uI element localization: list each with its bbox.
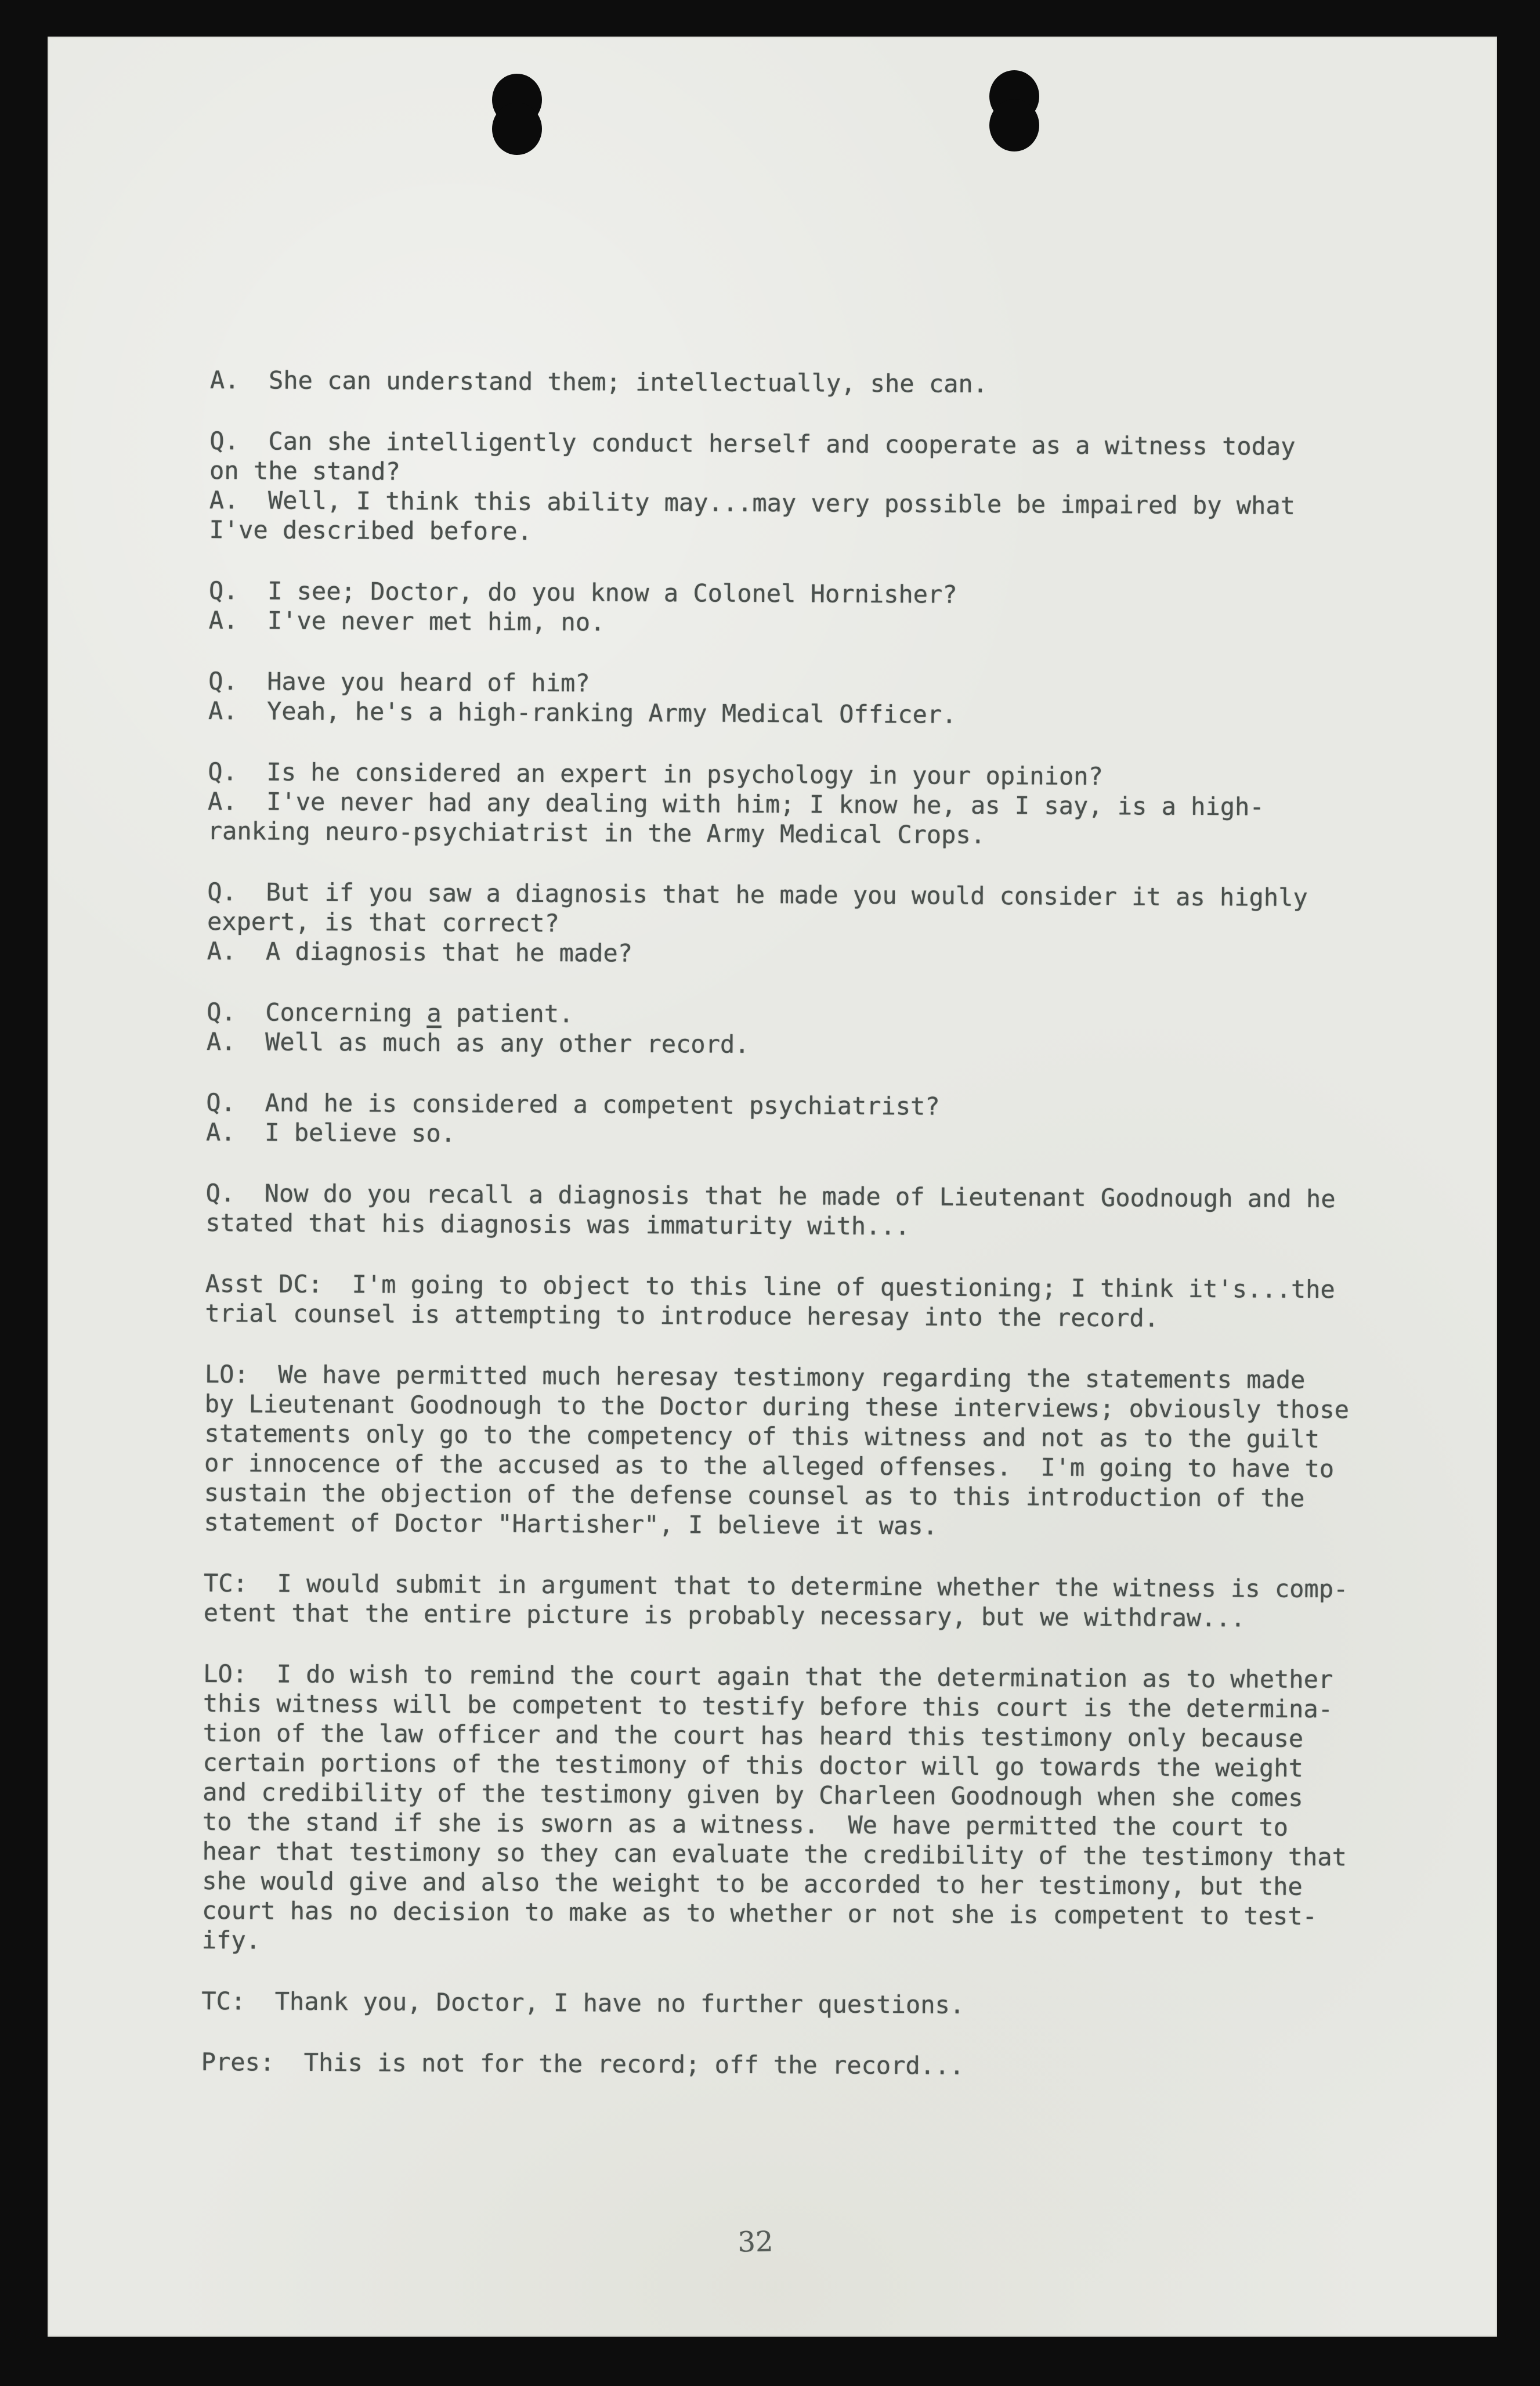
transcript-paragraph <box>205 1178 1396 1244</box>
transcript-line: tion of the law officer and the court has heard this testimony only because <box>203 1718 1304 1753</box>
document-page <box>48 37 1497 2337</box>
transcript-line: statement of Doctor "Hartisher", I believe it was. <box>204 1507 938 1540</box>
transcript-line: hear that testimony so they can evaluate the credibility of the testimony that <box>202 1836 1347 1872</box>
transcript-line: Q. Have you heard of him? <box>208 666 590 698</box>
transcript-paragraph <box>208 757 1398 852</box>
transcript-line: Q. Can she intelligently conduct herself and cooperate as a witness today <box>209 426 1296 461</box>
transcript-paragraph <box>207 997 1397 1063</box>
transcript-line: TC: I would submit in argument that to determine whether the witness is comp- <box>203 1568 1349 1604</box>
transcript-line: certain portions of the testimony of this doctor will go towards the weight <box>203 1748 1304 1782</box>
transcript-line: statements only go to the competency of this witness and not as to the guilt <box>204 1418 1320 1454</box>
transcript-line: Q. But if you saw a diagnosis that he made you would consider it as highly <box>207 877 1308 912</box>
transcript-line: A. I believe so. <box>205 1117 456 1148</box>
transcript-paragraph <box>210 365 1400 401</box>
transcript-paragraph <box>207 877 1397 972</box>
transcript-line: A. I've never met him, no. <box>208 605 605 637</box>
transcript-paragraph <box>209 576 1399 641</box>
transcript-line: I've described before. <box>209 515 532 546</box>
transcript-paragraph <box>202 1659 1393 1961</box>
transcript-line: expert, is that correct? <box>207 907 560 938</box>
transcript-paragraph <box>201 1986 1391 2022</box>
transcript-line: on the stand? <box>209 456 400 486</box>
transcript-line: or innocence of the accused as to the alleged offenses. I'm going to have to <box>204 1448 1335 1483</box>
transcript-line: A. Yeah, he's a high-ranking Army Medical Officer. <box>208 696 957 729</box>
transcript-paragraph <box>201 2047 1391 2083</box>
transcript-line: Q. Now do you recall a diagnosis that he made of Lieutenant Goodnough and he <box>205 1178 1336 1214</box>
transcript-line: ify. <box>201 1925 261 1955</box>
transcript-line: A. She can understand them; intellectually, she can. <box>209 365 988 399</box>
transcript-line: A. I've never had any dealing with him; I know he, as I say, is a high- <box>207 786 1264 821</box>
transcript-paragraph <box>206 1088 1396 1153</box>
transcript-line: Pres: This is not for the record; off the record... <box>201 2047 964 2080</box>
transcript-paragraph <box>204 1568 1394 1634</box>
transcript-text <box>201 37 1401 2114</box>
transcript-line: court has no decision to make as to whether or not she is competent to test- <box>201 1896 1317 1931</box>
transcript-line: trial counsel is attempting to introduce heresay into the record. <box>205 1298 1159 1333</box>
transcript-line: by Lieutenant Goodnough to the Doctor during these interviews; obviously those <box>204 1389 1350 1424</box>
transcript-line: and credibility of the testimony given by Charleen Goodnough when she comes <box>203 1777 1303 1812</box>
transcript-line: TC: Thank you, Doctor, I have no further questions. <box>201 1986 965 2019</box>
transcript-line: LO: We have permitted much heresay testimony regarding the statements made <box>204 1359 1306 1394</box>
transcript-line: Q. I see; Doctor, do you know a Colonel Hornisher? <box>208 576 957 609</box>
transcript-line: etent that the entire picture is probably necessary, but we withdraw... <box>203 1598 1246 1633</box>
transcript-line: Asst DC: I'm going to object to this line of questioning; I think it's...the <box>205 1269 1335 1304</box>
transcript-line: she would give and also the weight to be accorded to her testimony, but the <box>202 1866 1303 1901</box>
transcript-line: stated that his diagnosis was immaturity with... <box>205 1208 910 1241</box>
transcript-paragraph <box>205 1269 1395 1334</box>
transcript-line: sustain the objection of the defense counsel as to this introduction of the <box>204 1478 1305 1513</box>
transcript-line: A. A diagnosis that he made? <box>207 936 633 968</box>
transcript-paragraph <box>204 1359 1394 1543</box>
transcript-line: LO: I do wish to remind the court again that the determination as to whether <box>203 1659 1333 1694</box>
transcript-line: Q. Is he considered an expert in psychology in your opinion? <box>208 757 1103 791</box>
transcript-paragraph <box>208 666 1398 732</box>
transcript-line: A. Well, I think this ability may...may very possible be impaired by what <box>209 485 1296 520</box>
transcript-paragraph <box>209 426 1399 551</box>
transcript-line: Q. Concerning a patient. <box>207 997 574 1028</box>
transcript-line: Q. And he is considered a competent psychiatrist? <box>206 1088 940 1121</box>
transcript-line: ranking neuro-psychiatrist in the Army Medical Crops. <box>207 816 986 849</box>
transcript-line: this witness will be competent to testify before this court is the determina- <box>203 1688 1333 1724</box>
page-number: 32 <box>737 2225 774 2259</box>
transcript-line: to the stand if she is sworn as a witness. We have permitted the court to <box>202 1807 1289 1842</box>
transcript-line: A. Well as much as any other record. <box>206 1027 750 1059</box>
